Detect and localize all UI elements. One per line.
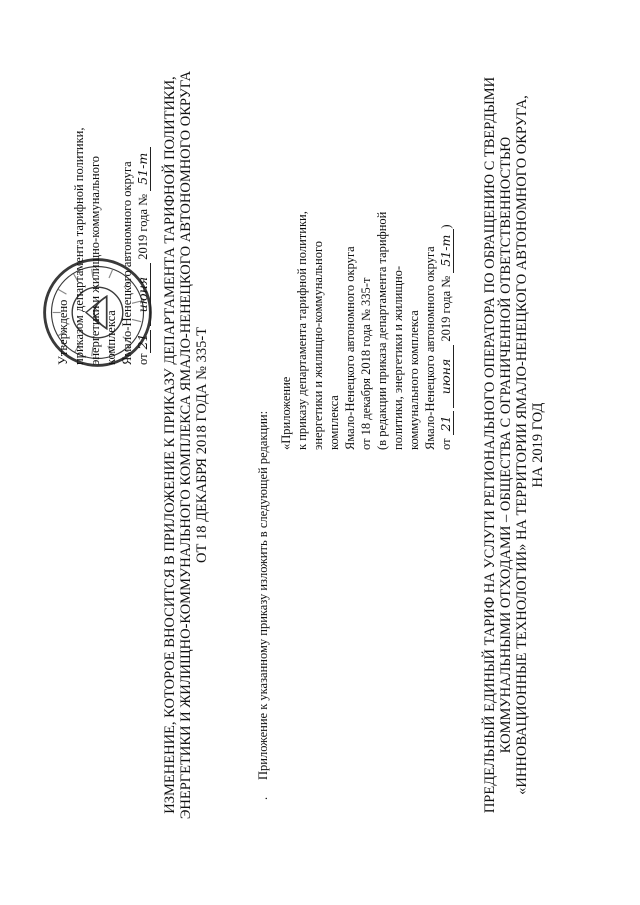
approval-date-year: 2019 года № <box>136 193 150 260</box>
approval-line: комплекса <box>104 310 118 365</box>
approval-date-month: июня <box>135 263 151 327</box>
intro-bullet: . <box>256 796 270 800</box>
annex-line: (в редакции приказа департамента тарифной <box>375 211 389 450</box>
heading-line: ОТ 18 ДЕКАБРЯ 2018 ГОДА № 335-Т <box>194 326 210 564</box>
heading-line: ИЗМЕНЕНИЕ, КОТОРОЕ ВНОСИТСЯ В ПРИЛОЖЕНИЕ К ПРИКАЗУ ДЕПАРТАМЕНТА ТАРИФНОЙ ПОЛИТИКИ, <box>162 76 178 814</box>
approval-block <box>55 65 151 365</box>
approval-title: Утверждено <box>56 299 70 365</box>
annex-line: коммунального комплекса <box>407 310 421 450</box>
annex-date-line <box>438 10 454 450</box>
annex-date-day: 21 <box>438 411 454 435</box>
approval-line: Ямало-Ненецкого автономного округа <box>120 161 134 365</box>
annex-line: Ямало-Ненецкого автономного округа <box>343 246 357 450</box>
intro-paragraph <box>255 100 271 800</box>
heading-line: ЭНЕРГЕТИКИ И ЖИЛИЩНО-КОММУНАЛЬНОГО КОМПЛЕКСА ЯМАЛО-НЕНЕЦКОГО АВТОНОМНОГО ОКРУГА <box>178 70 194 820</box>
annex-line: от 18 декабря 2018 года № 335-т <box>359 277 373 450</box>
tariff-title-line: «ИННОВАЦИОННЫЕ ТЕХНОЛОГИИ» НА ТЕРРИТОРИИ ЯМАЛО-НЕНЕЦКОГО АВТОНОМНОГО ОКРУГА, <box>514 95 530 795</box>
annex-line: комплекса <box>327 395 341 450</box>
annex-line: Ямало-Ненецкого автономного округа <box>423 246 437 450</box>
tariff-title-line: НА 2019 ГОД <box>530 402 546 488</box>
annex-header-block <box>278 10 454 450</box>
approval-date-line <box>135 65 151 365</box>
approval-line: энергетики и жилищно-коммунального <box>88 155 102 365</box>
tariff-title-line: КОММУНАЛЬНЫМИ ОТХОДАМИ – ОБЩЕСТВА С ОГРАНИЧЕННОЙ ОТВЕТСТВЕННОСТЬЮ <box>498 136 514 754</box>
annex-line: «Приложение <box>279 376 293 450</box>
annex-date-number: 51-т <box>438 229 454 273</box>
annex-date-prefix: от <box>439 438 453 450</box>
approval-line: приказом департамента тарифной политики, <box>72 127 86 365</box>
intro-text: Приложение к указанному приказу изложить в следующей редакции: <box>256 410 270 780</box>
approval-date-prefix: от <box>136 353 150 365</box>
annex-line: политики, энергетики и жилищно- <box>391 265 405 450</box>
annex-line: к приказу департамента тарифной политики, <box>295 211 309 450</box>
annex-date-suffix: ) <box>439 224 453 229</box>
annex-line: энергетики и жилищно-коммунального <box>311 240 325 450</box>
approval-date-number: 51-т <box>135 147 151 191</box>
tariff-title <box>482 0 546 890</box>
annex-date-month: июня <box>438 345 454 409</box>
document-heading <box>162 5 210 885</box>
approval-date-day: 21 <box>135 330 151 354</box>
annex-date-year: 2019 года № <box>439 275 453 342</box>
tariff-title-line: ПРЕДЕЛЬНЫЙ ЕДИНЫЙ ТАРИФ НА УСЛУГИ РЕГИОНАЛЬНОГО ОПЕРАТОРА ПО ОБРАЩЕНИЮ С ТВЕРДЫМИ <box>482 76 498 814</box>
